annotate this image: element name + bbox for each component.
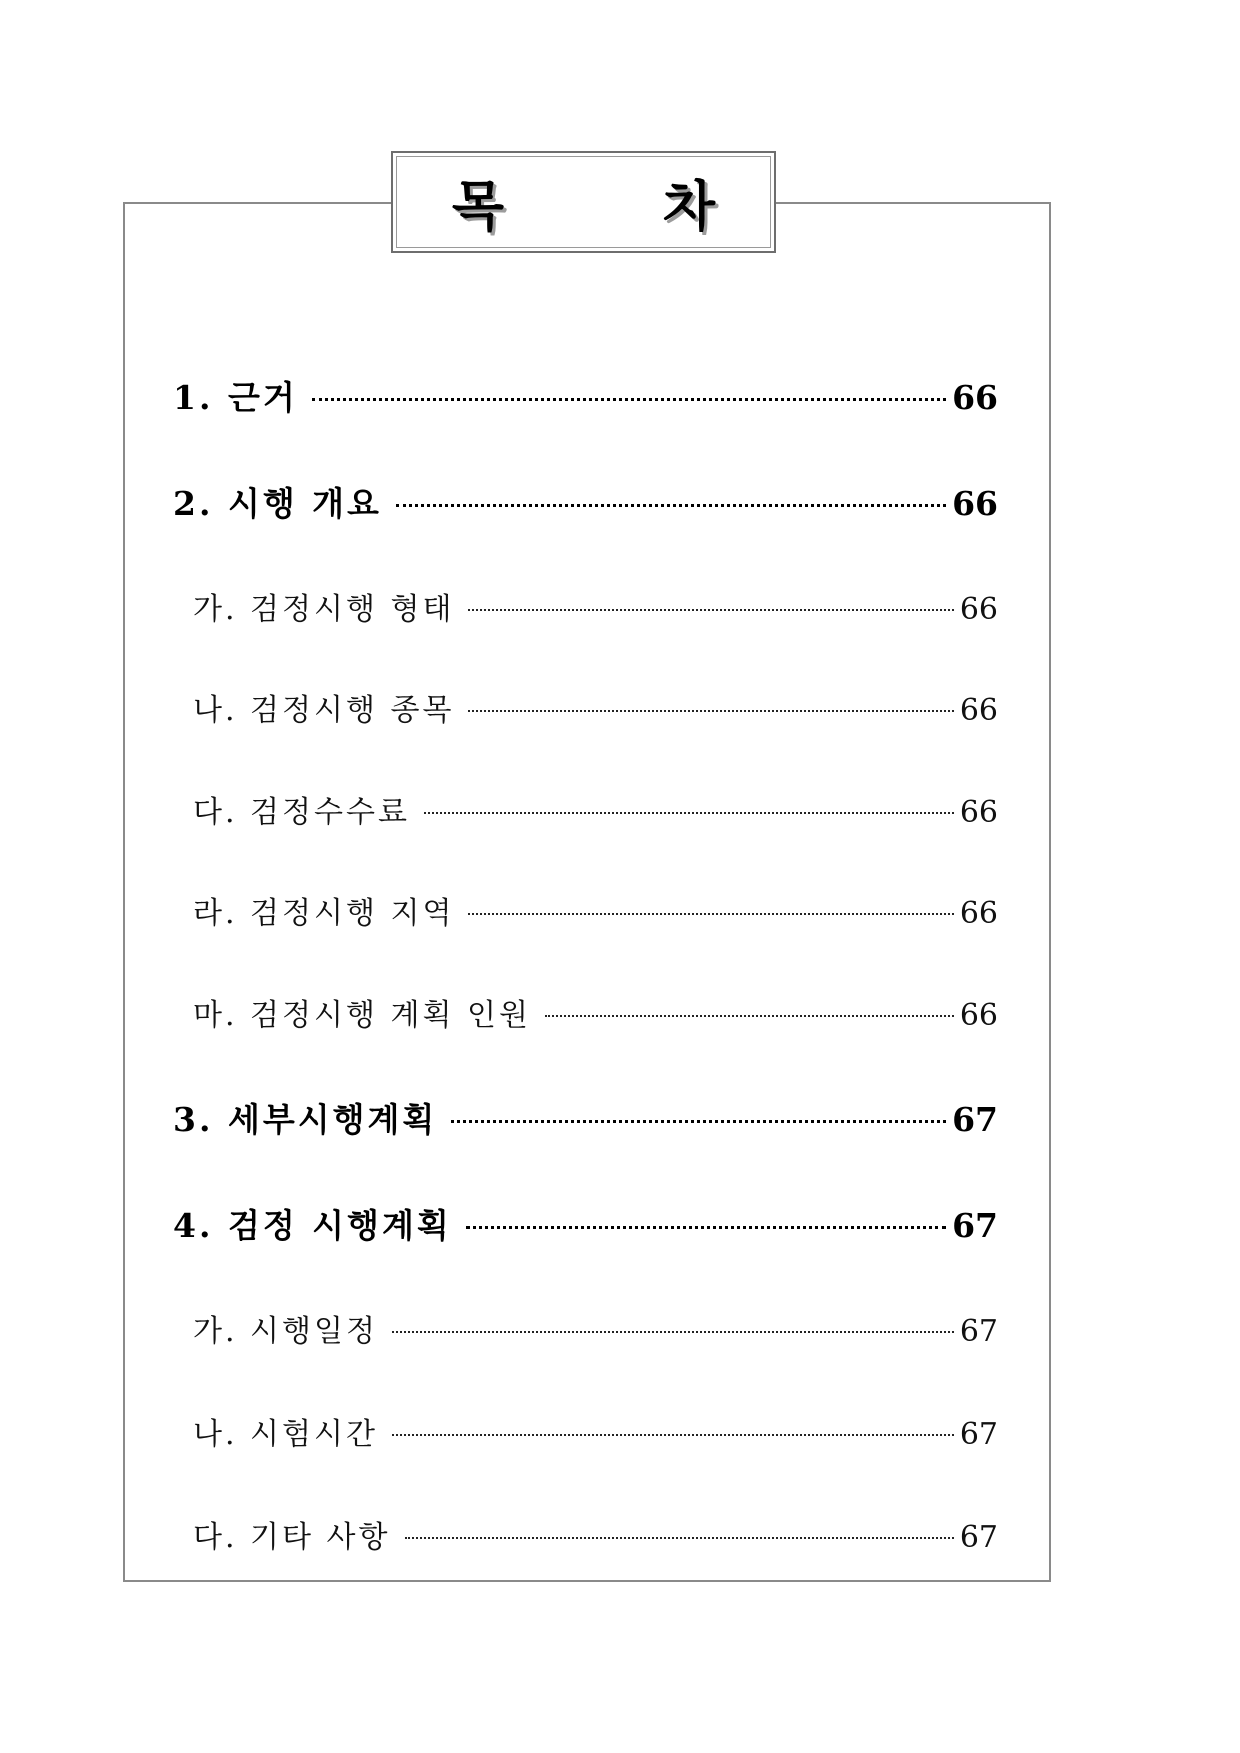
toc-leader-dots xyxy=(545,1015,954,1017)
toc-entry-label: 다. 검정수수료 xyxy=(193,795,410,830)
toc-leader-dots xyxy=(468,710,953,712)
toc-subentry[interactable] xyxy=(173,1306,998,1350)
toc-subentry[interactable] xyxy=(173,787,998,831)
toc-entry-page: 67 xyxy=(959,1520,998,1555)
toc-title: 목 차 xyxy=(451,174,786,238)
toc-entry-label: 나. 시험시간 xyxy=(193,1417,378,1452)
toc-leader-dots xyxy=(468,913,953,915)
toc-entry[interactable] xyxy=(173,1094,998,1141)
toc-entry-label: 1. 근거 xyxy=(173,378,298,417)
toc-entry-page: 66 xyxy=(952,378,998,417)
toc-subentry[interactable] xyxy=(173,1512,998,1556)
toc-entry-page: 66 xyxy=(959,795,998,830)
toc-entry-page: 67 xyxy=(952,1206,998,1245)
toc-subentry[interactable] xyxy=(173,1409,998,1453)
toc-leader-dots xyxy=(392,1331,954,1333)
toc-leader-dots xyxy=(392,1434,954,1436)
toc-leader-dots xyxy=(424,812,954,814)
toc-entry-page: 66 xyxy=(959,693,998,728)
toc-subentry[interactable] xyxy=(173,685,998,729)
toc-entry-label: 나. 검정시행 종목 xyxy=(193,693,455,728)
toc-title-box xyxy=(391,151,786,253)
toc-subentry[interactable] xyxy=(173,584,998,628)
toc-entry-page: 66 xyxy=(952,484,998,523)
toc-entry-label: 2. 시행 개요 xyxy=(173,484,382,523)
toc-entry-page: 67 xyxy=(959,1314,998,1349)
toc-leader-dots xyxy=(396,504,946,507)
toc-entry-page: 67 xyxy=(952,1100,998,1139)
toc-entry[interactable] xyxy=(173,1200,998,1247)
toc-entry-label: 마. 검정시행 계획 인원 xyxy=(193,998,531,1033)
toc-entry-label: 가. 시행일정 xyxy=(193,1314,378,1349)
toc-entry[interactable] xyxy=(173,372,998,419)
toc-leader-dots xyxy=(466,1226,946,1229)
toc-leader-dots xyxy=(468,609,953,611)
toc-entry-label: 라. 검정시행 지역 xyxy=(193,896,455,931)
toc-entry-page: 66 xyxy=(959,592,998,627)
toc-subentry[interactable] xyxy=(173,888,998,932)
toc-entry[interactable] xyxy=(173,478,998,525)
toc-leader-dots xyxy=(312,398,946,401)
toc-subentry[interactable] xyxy=(173,990,998,1034)
toc-entry-page: 67 xyxy=(959,1417,998,1452)
toc-title-inner xyxy=(396,156,786,248)
toc-entry-page: 66 xyxy=(959,998,998,1033)
toc-entry-page: 66 xyxy=(959,896,998,931)
toc-entry-label: 다. 기타 사항 xyxy=(193,1520,391,1555)
toc-entry-label: 3. 세부시행계획 xyxy=(173,1100,438,1139)
toc-leader-dots xyxy=(405,1537,954,1539)
toc-entry-label: 가. 검정시행 형태 xyxy=(193,592,455,627)
toc-leader-dots xyxy=(451,1120,946,1123)
toc-entry-label: 4. 검정 시행계획 xyxy=(173,1206,452,1245)
